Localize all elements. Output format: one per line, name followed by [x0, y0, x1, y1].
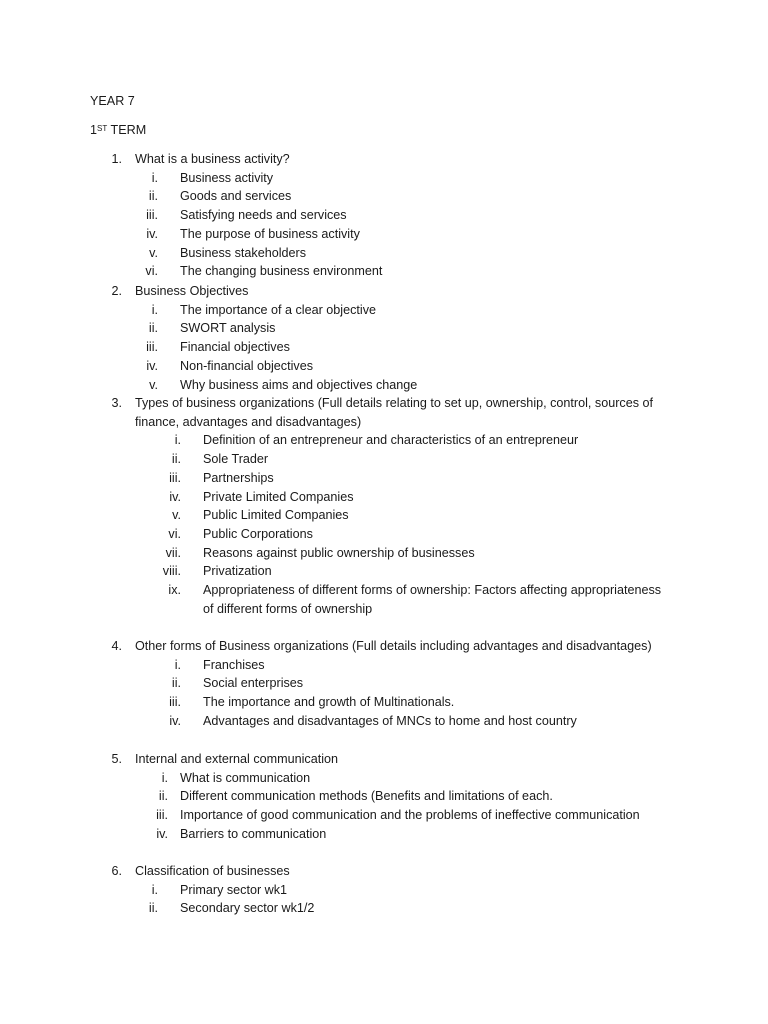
item-text: The importance and growth of Multinationals.: [203, 695, 455, 710]
item-numeral: v.: [149, 245, 158, 260]
item-text: Non-financial objectives: [180, 358, 314, 373]
item-text: Goods and services: [180, 189, 292, 204]
item-text: Private Limited Companies: [203, 489, 354, 504]
item-numeral: vii.: [165, 545, 181, 560]
item-numeral: iv.: [146, 358, 158, 373]
item-numeral: i.: [174, 657, 181, 672]
section-number: 1.: [111, 152, 122, 166]
item-numeral: iv.: [169, 713, 181, 728]
item-text: Appropriateness of different forms of ownership: Factors affecting appropriateness: [203, 583, 662, 597]
year-heading: [90, 92, 135, 111]
item-text: Barriers to communication: [180, 826, 327, 841]
item-text: Different communication methods (Benefits and limitations of each.: [180, 789, 553, 804]
item-numeral: viii.: [162, 564, 181, 579]
section-title: Classification of businesses: [135, 864, 290, 878]
item-numeral: iv.: [156, 826, 168, 841]
item-text: Public Limited Companies: [203, 508, 349, 523]
item-text: Social enterprises: [203, 676, 304, 691]
item-numeral: i.: [151, 170, 158, 185]
item-numeral: v.: [149, 377, 158, 392]
item-text: Definition of an entrepreneur and characteristics of an entrepreneur: [203, 433, 579, 448]
item-text: The purpose of business activity: [180, 226, 360, 241]
section-number: 5.: [111, 752, 122, 766]
item-text: Business activity: [180, 170, 274, 185]
section-number: 6.: [111, 864, 122, 878]
item-numeral: vi.: [145, 264, 158, 279]
item-numeral: ii.: [148, 189, 158, 204]
item-numeral: ii.: [148, 901, 158, 916]
item-numeral: iii.: [169, 470, 181, 485]
item-text: Secondary sector wk1/2: [180, 901, 315, 916]
item-text: Privatization: [203, 564, 272, 579]
section-number: 4.: [111, 639, 122, 653]
item-text: Business stakeholders: [180, 245, 307, 260]
year-heading-text: YEAR 7: [90, 94, 135, 108]
item-numeral: iii.: [146, 340, 158, 355]
term-suffix: ST: [97, 124, 108, 133]
item-numeral: i.: [161, 770, 168, 785]
section-title: Internal and external communication: [135, 752, 339, 766]
item-numeral: v.: [172, 508, 181, 523]
item-text: Why business aims and objectives change: [180, 377, 418, 392]
section-title: Business Objectives: [135, 284, 249, 298]
item-text: What is communication: [180, 770, 311, 785]
item-text: of different forms of ownership: [203, 601, 373, 616]
term-word: TERM: [107, 123, 147, 137]
item-text: The changing business environment: [180, 264, 383, 279]
item-numeral: iv.: [169, 489, 181, 504]
item-text: The importance of a clear objective: [180, 302, 377, 317]
item-numeral: iv.: [146, 226, 158, 241]
item-text: Reasons against public ownership of businesses: [203, 545, 475, 560]
section-title: Other forms of Business organizations (Full details including advantages and disadvantages): [135, 639, 652, 653]
item-text: Partnerships: [203, 470, 274, 485]
item-numeral: ii.: [158, 789, 168, 804]
item-numeral: ix.: [168, 583, 181, 597]
item-text: Financial objectives: [180, 340, 290, 355]
item-numeral: vi.: [168, 526, 181, 541]
item-text: Importance of good communication and the problems of ineffective communication: [180, 808, 640, 823]
item-text: Franchises: [203, 657, 265, 672]
item-numeral: iii.: [156, 808, 168, 823]
item-text: SWORT analysis: [180, 321, 276, 336]
item-numeral: i.: [151, 882, 158, 897]
item-numeral: iii.: [146, 208, 158, 223]
item-numeral: ii.: [148, 321, 158, 336]
section-title: Types of business organizations (Full details relating to set up, ownership, control, sources of: [135, 396, 654, 410]
section-number: 2.: [111, 284, 122, 298]
item-text: Advantages and disadvantages of MNCs to home and host country: [203, 713, 577, 728]
term-number: 1: [90, 123, 98, 137]
item-text: Public Corporations: [203, 526, 313, 541]
item-text: Primary sector wk1: [180, 882, 288, 897]
item-numeral: i.: [174, 433, 181, 448]
section-title: What is a business activity?: [135, 152, 290, 166]
item-text: Sole Trader: [203, 452, 269, 467]
item-numeral: i.: [151, 302, 158, 317]
item-text: Satisfying needs and services: [180, 208, 347, 223]
section-title: finance, advantages and disadvantages): [135, 414, 362, 429]
section-number: 3.: [111, 396, 122, 410]
item-numeral: ii.: [171, 676, 181, 691]
item-numeral: iii.: [169, 695, 181, 710]
item-numeral: ii.: [171, 452, 181, 467]
term-heading: [90, 121, 146, 140]
